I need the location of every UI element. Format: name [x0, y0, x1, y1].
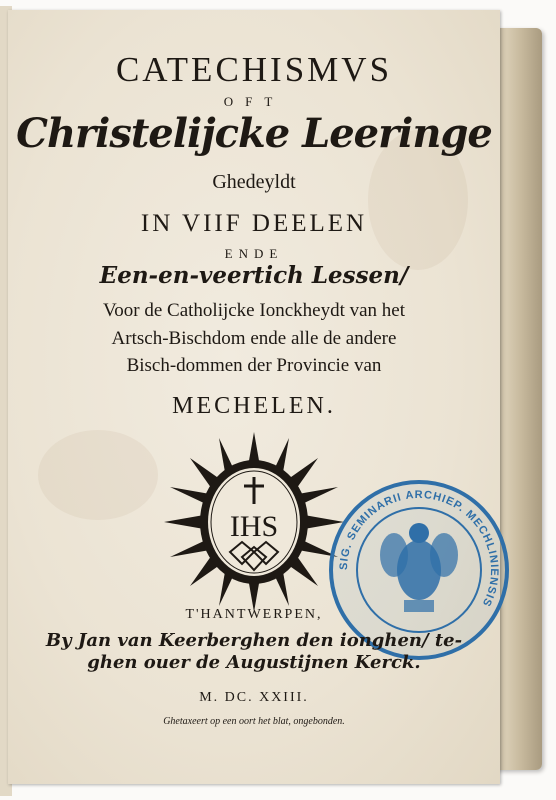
- stamp-legend: SIG. SEMINARII ARCHIEP. MECHLINIENSIS: [337, 488, 501, 609]
- title-page: [8, 10, 500, 784]
- subtitle-lessen: Een-en-veertich Lessen/: [99, 262, 409, 289]
- title-oft: OFT: [223, 94, 285, 109]
- imprint-place: T'HANTWERPEN,: [185, 607, 323, 622]
- description-line-2: Artsch-Bischdom ende alle de andere: [111, 328, 397, 349]
- imprint-price-note: Ghetaxeert op een oort het blat, ongebonden.: [163, 716, 345, 727]
- subtitle-ghedeyldt: Ghedeyldt: [212, 171, 296, 193]
- subtitle-in-viif-deelen: IN VIIF DEELEN: [140, 210, 368, 237]
- ihs-monogram: IHS: [229, 510, 279, 543]
- imprint-address: ghen ouer de Augustijnen Kerck.: [87, 652, 421, 673]
- imprint-printer: By Jan van Keerberghen den ionghen/ te-: [45, 630, 463, 651]
- description-line-3: Bisch-dommen der Provincie van: [126, 355, 382, 376]
- subtitle-ende: ENDE: [224, 246, 284, 261]
- paper-stain: [38, 430, 158, 520]
- imprint-year: M. DC. XXIII.: [199, 690, 309, 705]
- title-mechelen: MECHELEN.: [172, 393, 336, 419]
- jesuit-sunburst-emblem-icon: [164, 432, 344, 612]
- title-catechismvs: CATECHISMVS: [115, 50, 393, 89]
- description-line-1: Voor de Catholijcke Ionckheydt van het: [103, 300, 405, 321]
- title-christelijcke-leeringe: Christelijcke Leeringe: [16, 110, 492, 157]
